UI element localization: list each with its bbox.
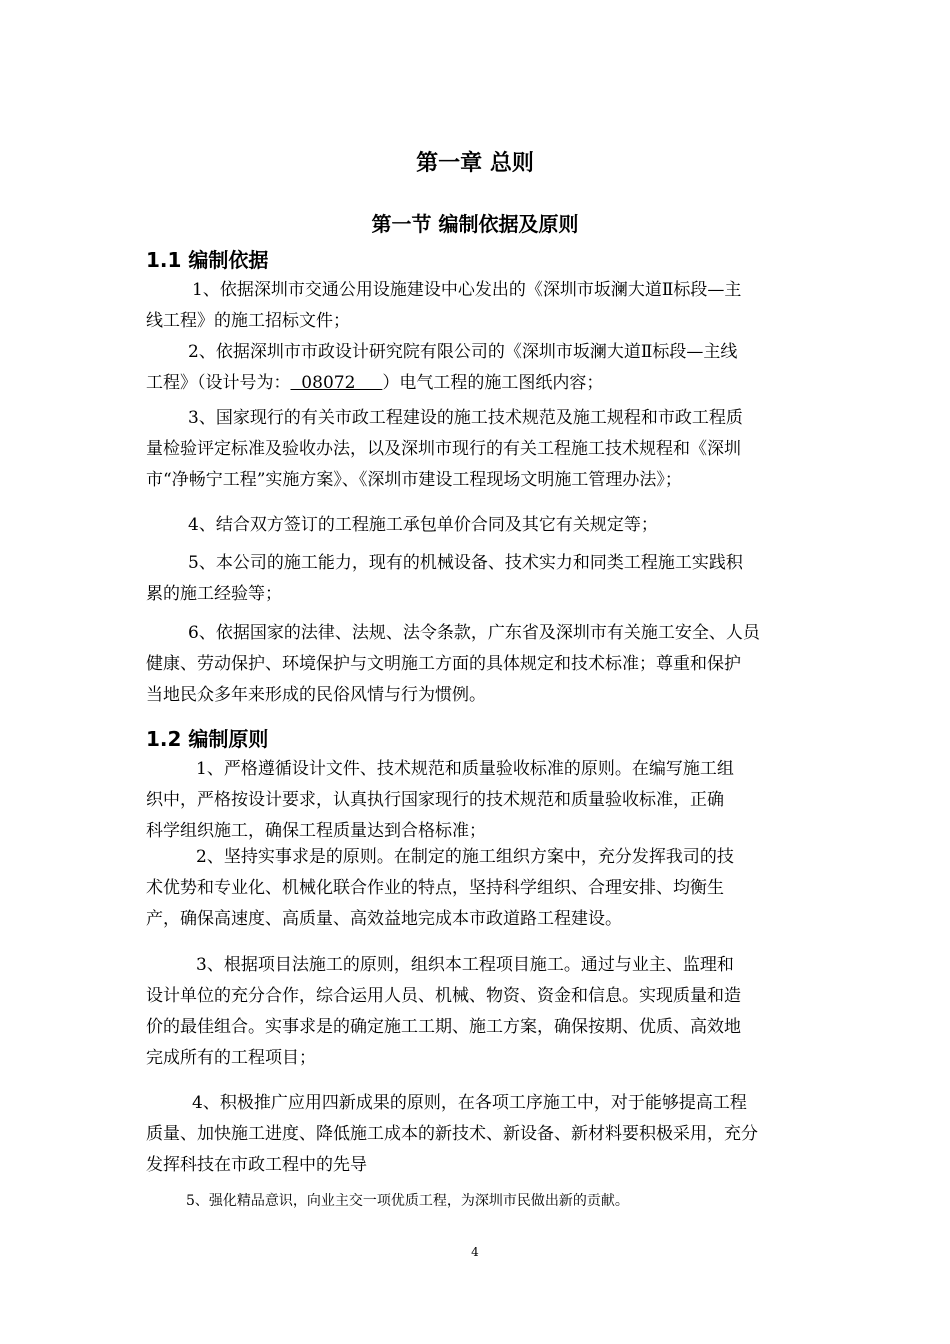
- text-line: 当地民众多年来形成的民俗风情与行为惯例。: [146, 685, 486, 705]
- text-line: 1、严格遵循设计文件、技术规范和质量验收标准的原则。在编写施工组: [196, 759, 734, 779]
- text-line: 4、结合双方签订的工程施工承包单价合同及其它有关规定等；: [188, 515, 658, 535]
- text-line: 价的最佳组合。实事求是的确定施工工期、施工方案，确保按期、优质、高效地: [146, 1017, 741, 1037]
- text-line: 1、依据深圳市交通公用设施建设中心发出的《深圳市坂澜大道Ⅱ标段—主: [192, 280, 742, 300]
- text-line: 4、积极推广应用四新成果的原则，在各项工序施工中，对于能够提高工程: [192, 1093, 747, 1113]
- text-line: 3、根据项目法施工的原则，组织本工程项目施工。通过与业主、监理和: [196, 955, 734, 975]
- basis-item-2: [146, 337, 806, 399]
- principle-item-1: [146, 754, 806, 847]
- text-line: 质量、加快施工进度、降低施工成本的新技术、新设备、新材料要积极采用，充分: [146, 1124, 758, 1144]
- principle-item-2: [146, 842, 806, 935]
- text-line: 科学组织施工，确保工程质量达到合格标准；: [146, 821, 486, 841]
- principle-item-3: [146, 950, 806, 1074]
- design-number: 08072: [290, 373, 383, 393]
- text-segment: ）电气工程的施工图纸内容；: [382, 373, 604, 393]
- principle-item-5: 5、强化精品意识，向业主交一项优质工程，为深圳市民做出新的贡献。: [186, 1193, 629, 1209]
- text-line: 2、依据深圳市市政设计研究院有限公司的《深圳市坂澜大道Ⅱ标段—主线: [188, 342, 738, 362]
- text-line: 术优势和专业化、机械化联合作业的特点，坚持科学组织、合理安排、均衡生: [146, 878, 724, 898]
- heading-principles: 1.2 编制原则: [146, 727, 269, 751]
- basis-item-3: [146, 403, 806, 496]
- text-segment: 工程》（设计号为：: [146, 373, 291, 393]
- text-line: 2、坚持实事求是的原则。在制定的施工组织方案中，充分发挥我司的技: [196, 847, 734, 867]
- heading-basis: 1.1 编制依据: [146, 248, 269, 272]
- basis-item-6: [146, 618, 806, 711]
- text-line: 累的施工经验等；: [146, 584, 282, 604]
- text-line: 完成所有的工程项目；: [146, 1048, 316, 1068]
- text-line: 市“净畅宁工程”实施方案》、《深圳市建设工程现场文明施工管理办法》；: [146, 470, 682, 490]
- text-line: 量检验评定标准及验收办法，以及深圳市现行的有关工程施工技术规程和《深圳: [146, 439, 741, 459]
- basis-item-1: [146, 275, 806, 337]
- text-line: 设计单位的充分合作，综合运用人员、机械、物资、资金和信息。实现质量和造: [146, 986, 741, 1006]
- section-title: 第一节 编制依据及原则: [371, 212, 579, 236]
- basis-item-4: [146, 510, 806, 541]
- text-line: 产，确保高速度、高质量、高效益地完成本市政道路工程建设。: [146, 909, 622, 929]
- text-line: 织中，严格按设计要求，认真执行国家现行的技术规范和质量验收标准，正确: [146, 790, 724, 810]
- text-line: 6、依据国家的法律、法规、法令条款，广东省及深圳市有关施工安全、人员: [188, 623, 760, 643]
- text-line: 3、国家现行的有关市政工程建设的施工技术规范及施工规程和市政工程质: [188, 408, 743, 428]
- text-line: 5、本公司的施工能力，现有的机械设备、技术实力和同类工程施工实践积: [188, 553, 743, 573]
- text-line: [146, 368, 806, 399]
- principle-item-4: [146, 1088, 806, 1181]
- text-line: 健康、劳动保护、环境保护与文明施工方面的具体规定和技术标准；尊重和保护: [146, 654, 741, 674]
- page-number: 4: [471, 1245, 479, 1259]
- text-line: 线工程》的施工招标文件；: [146, 311, 350, 331]
- chapter-title: 第一章 总则: [416, 151, 534, 176]
- text-line: 发挥科技在市政工程中的先导: [146, 1155, 367, 1175]
- basis-item-5: [146, 548, 806, 610]
